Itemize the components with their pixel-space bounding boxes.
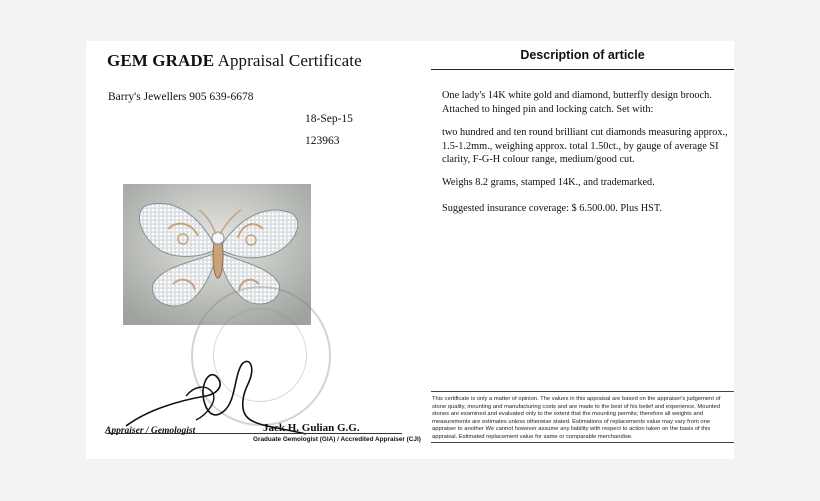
description-paragraph: One lady's 14K white gold and diamond, butterfly design brooch. Attached to hinged pin and locking catch. Set with: bbox=[442, 90, 712, 115]
appraisal-date: 18-Sep-15 bbox=[305, 113, 353, 125]
certificate-title bbox=[107, 51, 362, 71]
appraiser-name: Jack H. Gulian G.G. bbox=[263, 422, 360, 434]
title-rest: Appraisal Certificate bbox=[214, 51, 362, 70]
insurance-coverage: Suggested insurance coverage: $ 6.500.00. Plus HST. bbox=[442, 203, 663, 214]
certificate-sheet bbox=[86, 41, 734, 459]
certificate-number: 123963 bbox=[305, 135, 340, 147]
certificate-left-panel bbox=[86, 41, 423, 459]
disclaimer-top-rule bbox=[431, 391, 734, 392]
appraiser-credentials: Graduate Gemologist (GIA) / Accredited Appraiser (CJI) bbox=[253, 436, 421, 443]
appraiser-role-label: Appraiser / Gemologist bbox=[105, 426, 196, 436]
description-panel bbox=[431, 41, 734, 459]
description-paragraph: Weighs 8.2 grams, stamped 14K., and trademarked. bbox=[442, 177, 655, 188]
jeweller-contact: Barry's Jewellers 905 639-6678 bbox=[108, 91, 254, 103]
description-header: Description of article bbox=[431, 41, 734, 70]
disclaimer-text: This certificate is only a matter of opinion. The values in this appraisal are based on the appraiser's judgement of stone quality, mounting and manufacturing costs and are made to the best of his belief and experience. Mounted stones are examined and evaluated only to the extent that the mounting permits; therefore all weights and measurements are estimates unless otherwise stated. Estimations of replacements value may vary from one appraiser to another We cannot however assume any liability with respect to action taken on the basis of this appraisal. Estimated replacement value for same or comparable merchandise. bbox=[432, 396, 721, 440]
disclaimer-bottom-rule bbox=[431, 442, 734, 443]
title-brand: GEM GRADE bbox=[107, 51, 215, 70]
description-paragraph: two hundred and ten round brilliant cut diamonds measuring approx., 1.5-1.2mm., weighing approx. total 1.50ct., by gauge of average SI clarity, F-G-H colour range, medium/good cut. bbox=[442, 127, 728, 165]
